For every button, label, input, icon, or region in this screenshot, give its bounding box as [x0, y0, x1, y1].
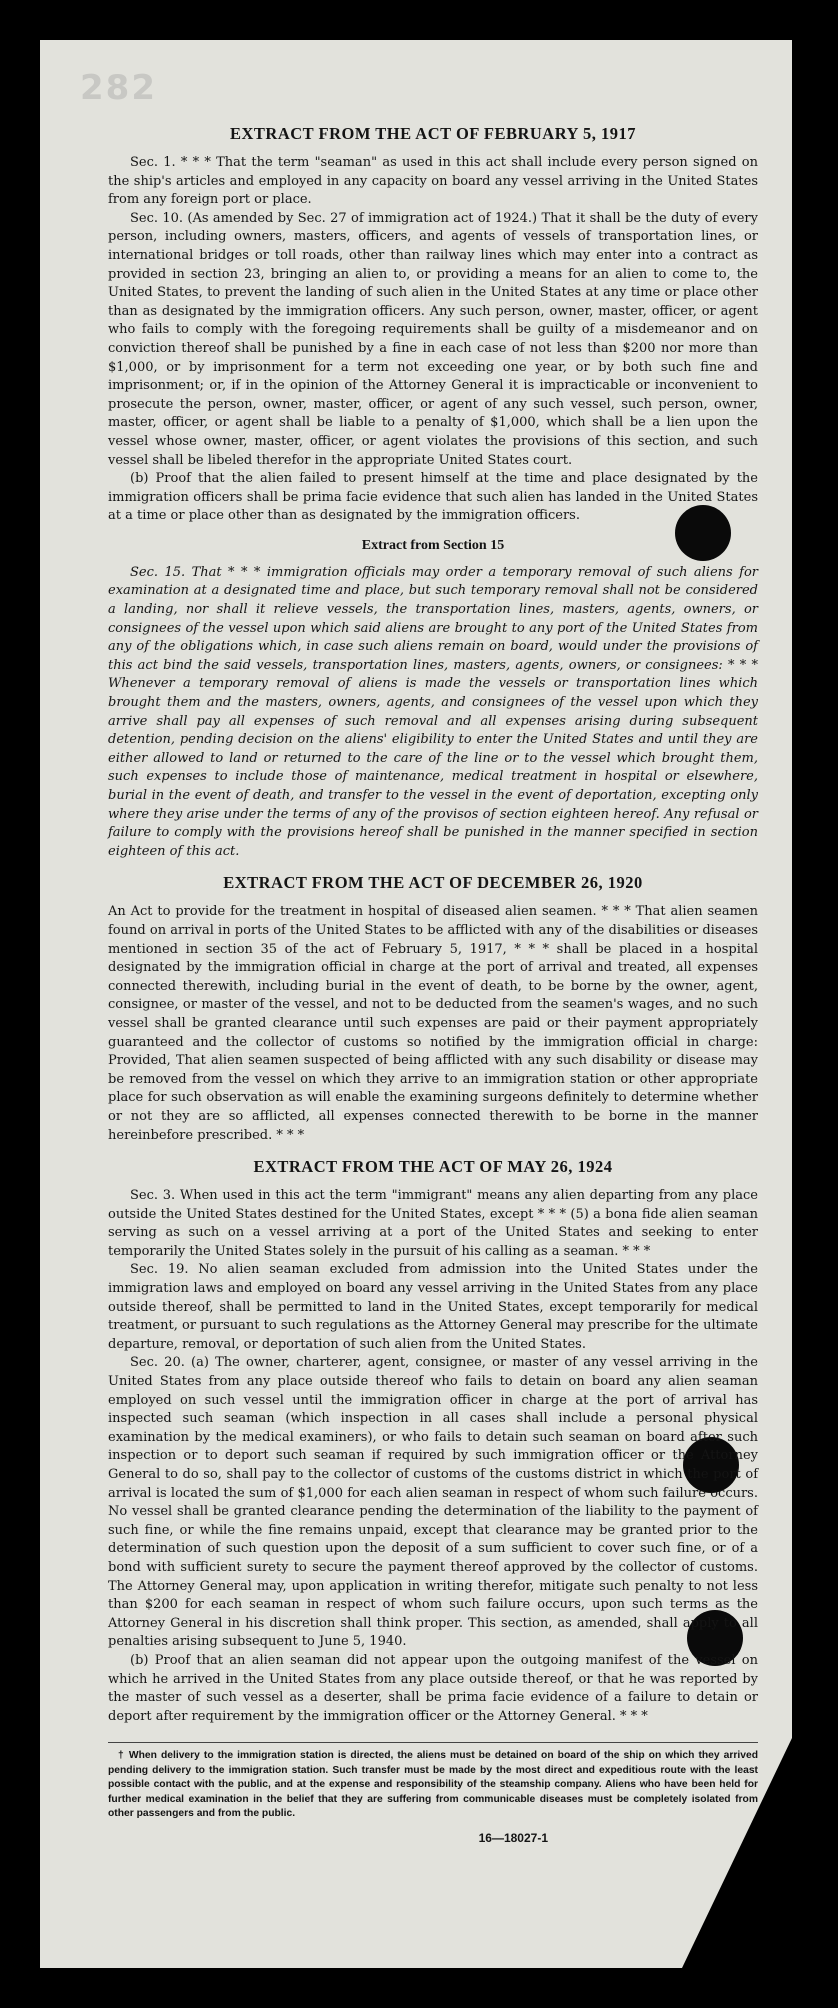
section-10-text: Sec. 10. (As amended by Sec. 27 of immigration act of 1924.) That it shall be the duty of every person, including owners, masters, officers, and agents of vessels of transportation lines, or international bridges or toll roads, other than railway lines which may enter into a contract as provided in section 23, bringing an alien to, or providing a means for an alien to come to, the United States, to prevent the landing of such alien in the United States at any time or place other than as designated by the immigration officers. Any such person, owner, master, officer, or agent who fails to comply with the foregoing requirements shall be guilty of a misdemeanor and on conviction thereof shall be punished by a fine in each case of not less than $200 nor more than $1,000, or by imprisonment for a term not exceeding one year, or by both such fine and imprisonment; or, if in the opinion of the Attorney General it is impracticable or inconvenient to prosecute the person, owner, master, officer, or agent of any such vessel, such person, owner, master, officer, or agent shall be liable to a penalty of $1,000, which shall be a lien upon the vessel whose owner, master, officer, or agent violates the provisions of this section, and such vessel shall be libeled therefor in the appropriate United States court. — [108, 210, 758, 468]
section-20a-text: Sec. 20. (a) The owner, charterer, agent, consignee, or master of any vessel arriving in the United States from any place outside thereof who fails to detain on board any alien seaman employed on such vessel until the immigration officer in charge at the port of arrival has inspected such seaman (which inspection in all cases shall include a personal physical examination by the medical examiners), or who fails to detain such seaman on board after such inspection or to deport such seaman if required by such immigration officer or the Attorney General to do so, shall pay to the collector of customs of the customs district in which the port of arrival is located the sum of $1,000 for each alien seaman in respect of whom such failure occurs. No vessel shall be granted clearance pending the determination of the liability to the payment of such fine, or while the fine remains unpaid, except that clearance may be granted prior to the determination of such question upon the deposit of a sum sufficient to cover such fine, or of a bond with sufficient surety to secure the payment thereof approved by the collector of customs. The Attorney General may, upon application in writing therefor, mitigate such penalty to not less than $200 for each seaman in respect of whom such failure occurs, upon such terms as the Attorney General in his discretion shall think proper. This section, as amended, shall apply to all penalties arising subsequent to June 5, 1940. — [108, 1355, 758, 1650]
footnote-block — [108, 1742, 758, 1821]
footnote-text: † When delivery to the immigration station is directed, the aliens must be detained on board of the ship on which they arrived pending delivery to the immigration station. Such transfer must be made by the most direct and expeditious route with the least possible contact with the public, and at the expense and responsibility of the steamship company. Aliens who have been held for further medical examination in the belief that they are suffering from communicable diseases must be completely isolated from other passengers and from the public. — [108, 1750, 758, 1819]
section-15-text: Sec. 15. That * * * immigration officials may order a temporary removal of such aliens for examination at a designated time and place, but such temporary removal shall not be considered a landing, nor shall it relieve vessels, the transportation lines, masters, agents, owners, or consignees of the vessel upon which said aliens are brought to any port of the United States from any of the obligations which, in case such aliens remain on board, would under the provisions of this act bind the said vessels, transportation lines, masters, agents, owners, or consignees: * * * Whenever a temporary removal of aliens is made the vessels or transportation lines which brought them and the masters, owners, agents, and consignees of the vessel upon which they arrive shall pay all expenses of such removal and all expenses arising during subsequent detention, pending decision on the aliens' eligibility to enter the United States and until they are either allowed to land or returned to the care of the line or to the vessel which brought them, such expenses to include those of maintenance, medical treatment in hospital or elsewhere, burial in the event of death, and transfer to the vessel in the event of deportation, excepting only where they arise under the terms of any of the provisos of section eighteen hereof. Any refusal or failure to comply with the provisions hereof shall be punished in the manner specified in section eighteen of this act. — [108, 564, 758, 859]
form-number: 16—18027-1 — [478, 1831, 548, 1846]
heading-act-1917: EXTRACT FROM THE ACT OF FEBRUARY 5, 1917 — [230, 124, 636, 143]
section-1-text: Sec. 1. * * * That the term "seaman" as used in this act shall include every person signed on the ship's articles and employed in any capacity on board any vessel arriving in the United States from any foreign port or place. — [108, 155, 758, 208]
heading-act-1924: EXTRACT FROM THE ACT OF MAY 26, 1924 — [253, 1157, 613, 1177]
act-1920-text: An Act to provide for the treatment in hospital of diseased alien seamen. * * * That alien seamen found on arrival in ports of the United States to be afflicted with any of the disabilities or diseases mentioned in section 35 of the act of February 5, 1917, * * * shall be placed in a hospital designated by the immigration official in charge at the port of arrival and treated, all expenses connected therewith, including burial in the event of death, to be borne by the owner, agent, consignee, or master of the vessel, and not to be deducted from the seamen's wages, and no such vessel shall be granted clearance until such expenses are paid or their payment appropriately guaranteed and the collector of customs so notified by the immigration official in charge: Provided, That alien seamen suspected of being afflicted with any such disability or disease may be removed from the vessel on which they arrive to an immigration station or other appropriate place for such observation as will enable the examining surgeons definitely to determine whether or not they are so afflicted, all expenses connected therewith to be borne in the manner hereinbefore prescribed. * * * — [108, 904, 758, 1143]
section-10b-text: (b) Proof that the alien failed to present himself at the time and place designated by the immigration officers shall be prima facie evidence that such alien has landed in the United States at a time or place other than as designated by the immigration officers. — [108, 471, 758, 524]
heading-section-15: Extract from Section 15 — [361, 537, 505, 553]
section-20b-text: (b) Proof that an alien seaman did not appear upon the outgoing manifest of the vessel on which he arrived in the United States from any place outside thereof, or that he was reported by the master of such vessel as a deserter, shall be prima facie evidence of a failure to detain or deport after requirement by the immigration officer or the Attorney General. * * * — [108, 1652, 758, 1724]
faded-stamp-number: 282 — [80, 68, 157, 108]
section-3-text: Sec. 3. When used in this act the term "immigrant" means any alien departing from any place outside the United States destined for the United States, except * * * (5) a bona fide alien seaman serving as such on a vessel arriving at a port of the United States and seeking to enter temporarily the United States solely in the pursuit of his calling as a seaman. * * * — [108, 1188, 758, 1259]
document-content — [108, 118, 758, 1845]
heading-act-1920: EXTRACT FROM THE ACT OF DECEMBER 26, 1920 — [223, 873, 643, 893]
folded-corner — [682, 1738, 792, 1968]
section-19-text: Sec. 19. No alien seaman excluded from admission into the United States under the immigration laws and employed on board any vessel arriving in the United States from any place outside thereof, shall be permitted to land in the United States, except temporarily for medical treatment, or pursuant to such regulations as the Attorney General may prescribe for the ultimate departure, removal, or deportation of such alien from the United States. — [108, 1262, 758, 1352]
document-page — [40, 40, 792, 1968]
